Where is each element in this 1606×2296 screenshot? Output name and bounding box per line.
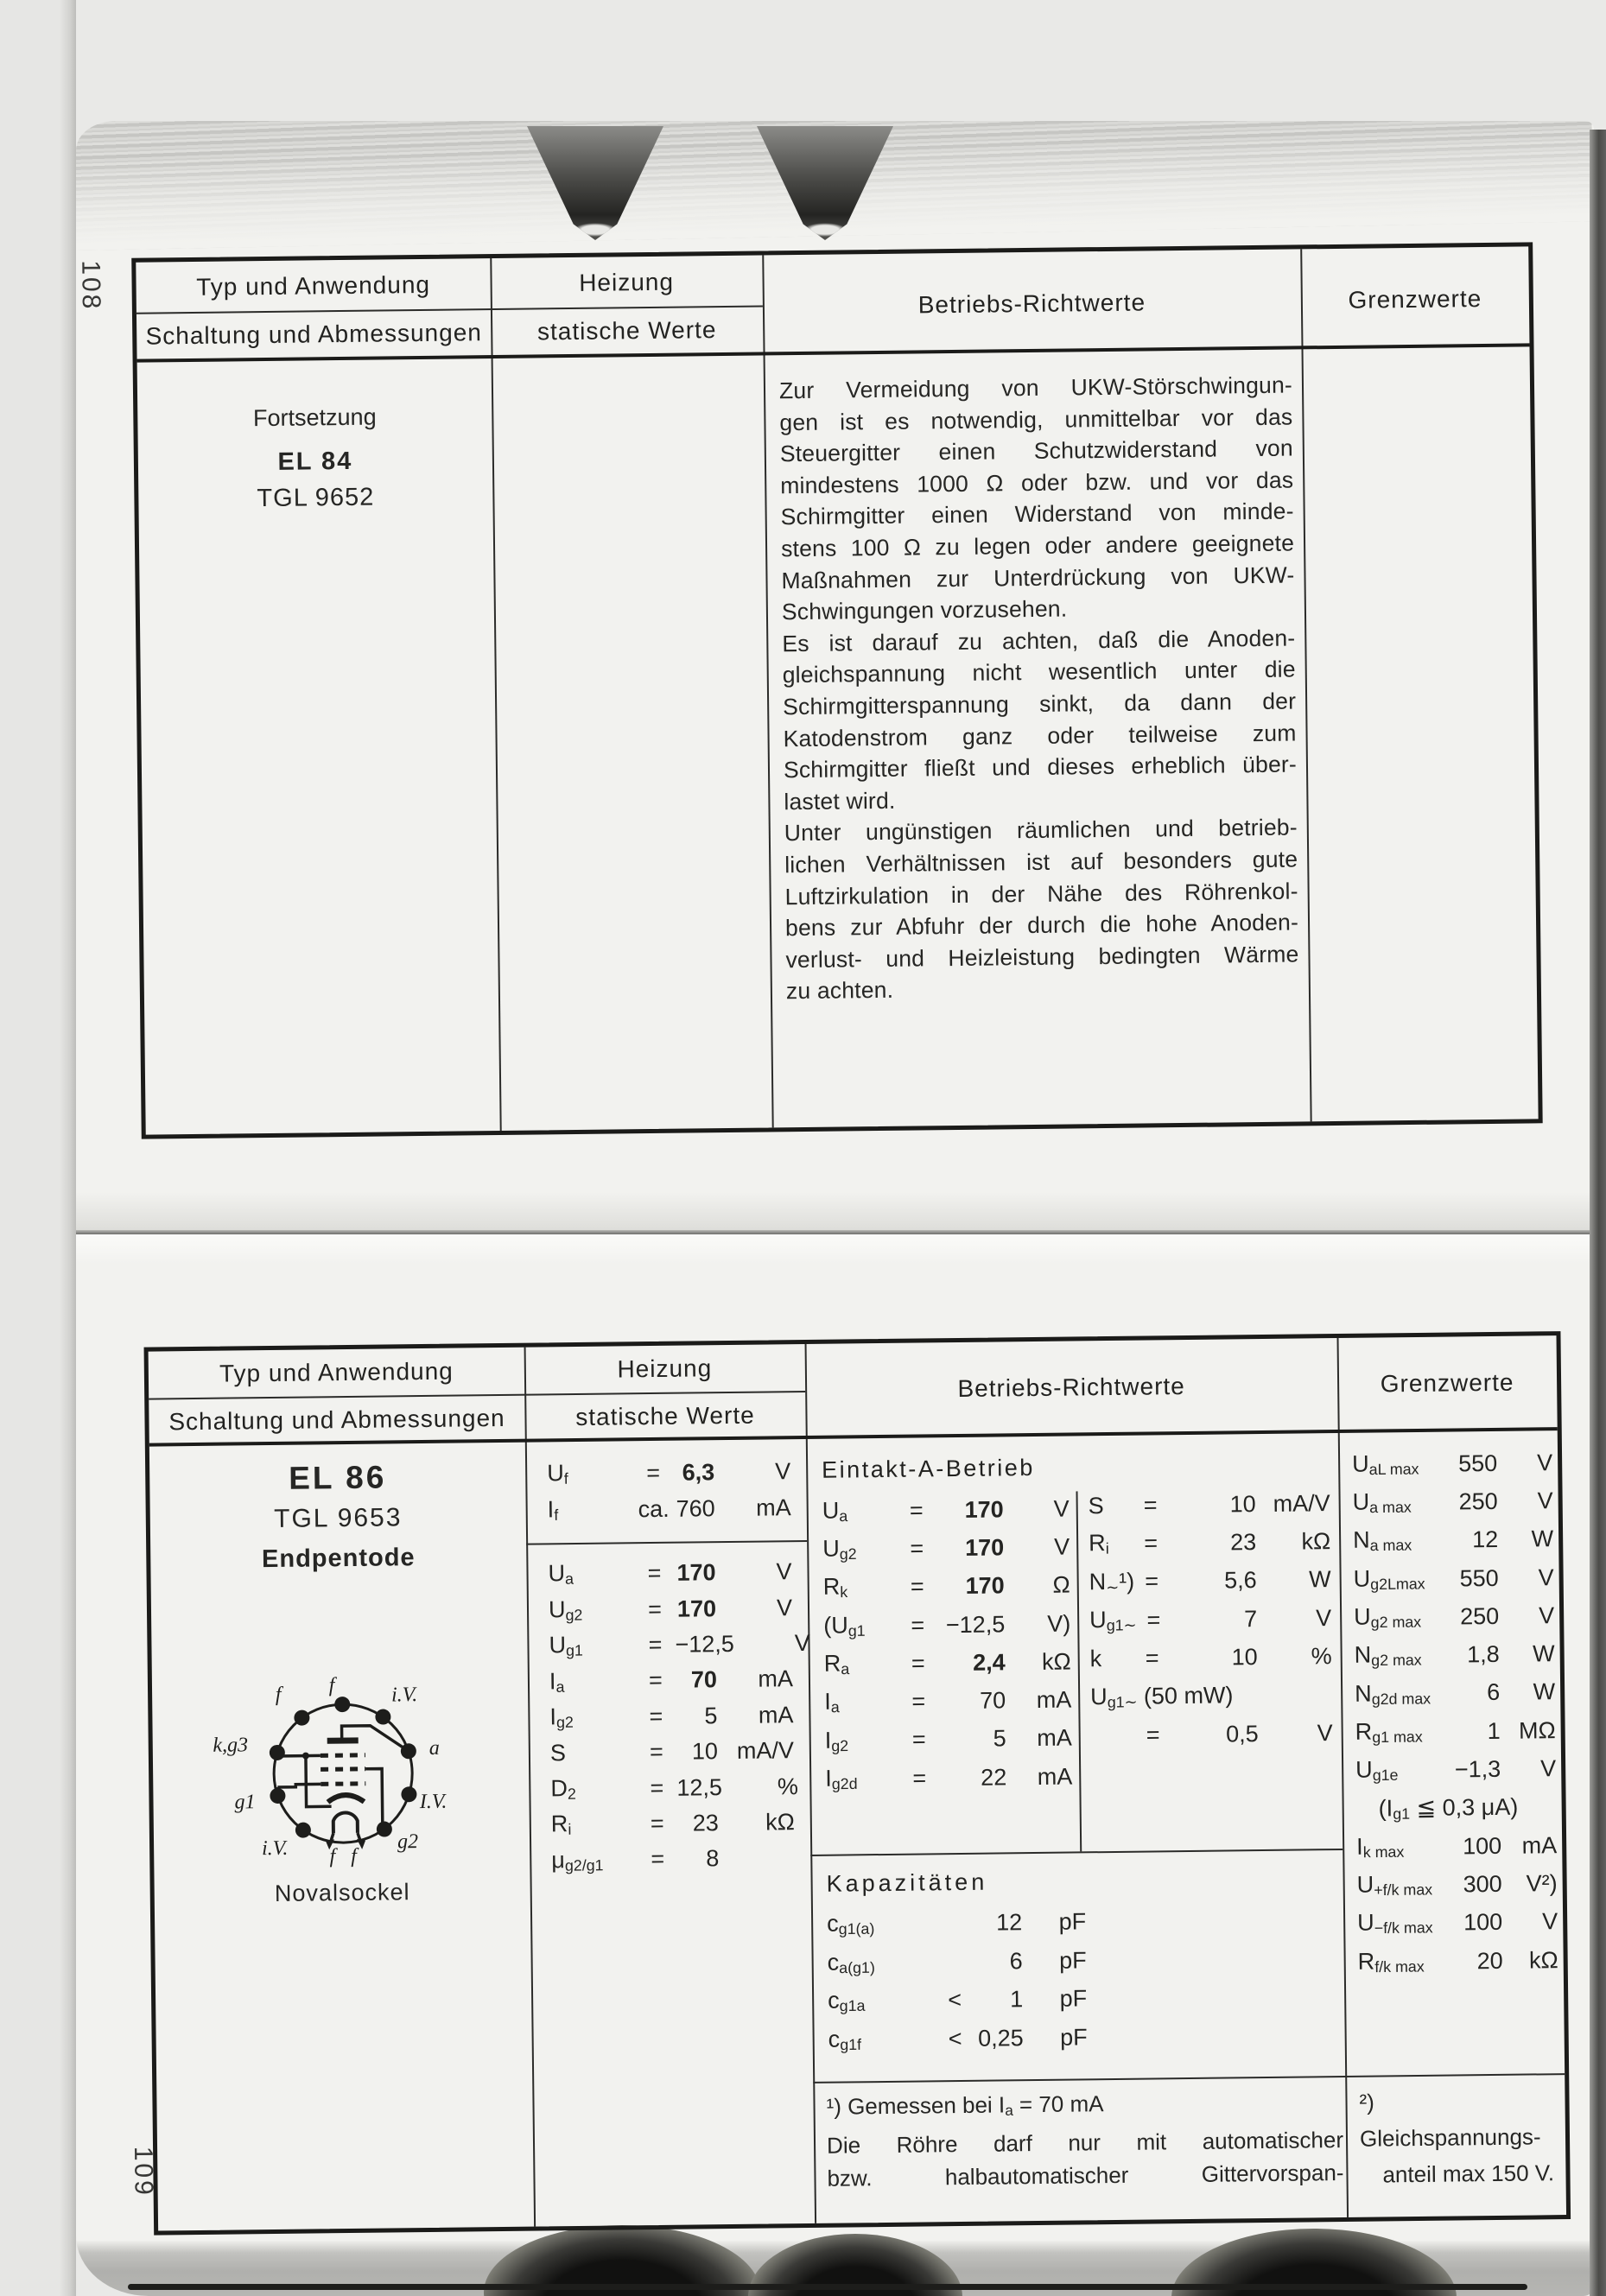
- spec-cell: $R_{g1 max}$: [1355, 1718, 1423, 1747]
- column-divider: [1300, 249, 1311, 1121]
- spec-cell: 6: [1486, 1679, 1501, 1706]
- header-betriebs-richtwerte: Betriebs-Richtwerte: [917, 289, 1146, 319]
- spec-cell: kΩ: [1528, 1946, 1558, 1974]
- spec-cell: =: [650, 1774, 664, 1801]
- standard-tgl9653: TGL 9653: [273, 1503, 403, 1533]
- spec-cell: 170: [676, 1595, 717, 1622]
- spec-cell: =: [1144, 1530, 1158, 1557]
- note-line: Unter ungünstigen räumlichen und betrieb-: [784, 814, 1298, 847]
- spec-cell: =: [648, 1631, 663, 1659]
- spec-cell: mA: [1036, 1686, 1072, 1714]
- operating-notes: [779, 370, 1299, 1008]
- spec-row: [551, 1840, 795, 1879]
- spec-cell: $I_{g2}$: [549, 1703, 574, 1731]
- spec-cell: =: [647, 1560, 662, 1587]
- spec-cell: mA: [758, 1665, 794, 1692]
- spec-cell: kΩ: [1301, 1528, 1331, 1555]
- spec-cell: =: [910, 1573, 924, 1600]
- note-line: Schirmgitter fließt und dieses erheblich über-: [783, 751, 1298, 783]
- spec-cell: =: [649, 1739, 663, 1766]
- spec-cell: $R_k$: [822, 1574, 848, 1601]
- spec-cell: pF: [1058, 1946, 1087, 1974]
- spec-cell: 1: [1009, 1986, 1024, 2013]
- spec-cell: W: [1533, 1640, 1555, 1667]
- footnote-divider: [813, 2073, 1565, 2084]
- spec-cell: V: [1053, 1495, 1070, 1522]
- note-line: Zur Vermeidung von UKW-Störschwingun-: [778, 371, 1293, 404]
- spec-cell: $U_{g1\sim}$: [1089, 1607, 1137, 1634]
- spec-cell: 5: [704, 1702, 718, 1729]
- spec-cell: k: [1089, 1646, 1102, 1672]
- spec-cell: $c_{g1a}$: [827, 1988, 866, 2015]
- spec-cell: mA: [756, 1494, 791, 1521]
- spec-cell: $c_{g1f}$: [828, 2026, 862, 2054]
- spec-row: [822, 1528, 1070, 1570]
- spec-cell: 5: [993, 1725, 1006, 1752]
- spec-cell: $N_{g2 max}$: [1354, 1641, 1422, 1670]
- note-line: Steuergitter einen Schutzwiderstand von: [779, 434, 1293, 467]
- spec-cell: $c_{a(g1)}$: [827, 1949, 875, 1976]
- tube-type-el84: EL 84: [277, 447, 353, 476]
- spec-row: [551, 1804, 795, 1843]
- spec-cell: =: [1145, 1645, 1159, 1671]
- spec-row: [1356, 1864, 1557, 1905]
- spec-cell: 20: [1476, 1947, 1503, 1974]
- header-subdivider: [149, 1391, 805, 1400]
- section-kapazitaeten: Kapazitäten: [826, 1868, 988, 1897]
- column-divider: [805, 1344, 817, 2223]
- pin-label-iv-right: I.V.: [419, 1790, 448, 1814]
- spec-cell: 550: [1457, 1449, 1498, 1477]
- betrieb-subcolumn-divider: [1076, 1491, 1082, 1851]
- tube-type-el86: EL 86: [289, 1459, 387, 1496]
- column-divider: [490, 258, 501, 1131]
- spec-cell: mA/V: [1273, 1489, 1330, 1517]
- spec-cell: $U_{g2}$: [548, 1595, 583, 1624]
- spec-row: [827, 1941, 1086, 1982]
- spec-cell: 250: [1458, 1487, 1498, 1515]
- spec-cell: $I_{k max}$: [1356, 1833, 1405, 1862]
- header-grenzwerte: Grenzwerte: [1348, 285, 1482, 314]
- note-line: gen ist es notwendig, unmittelbar vor das: [779, 403, 1293, 435]
- spec-cell: =: [648, 1667, 663, 1694]
- operating-values-right: [1088, 1484, 1333, 1755]
- spec-cell: W: [1531, 1525, 1554, 1552]
- spec-cell: V: [776, 1594, 793, 1621]
- spec-cell: mA: [758, 1701, 794, 1728]
- footnote-line: ¹) Gemessen bei $I_a = 70$ mA: [826, 2090, 1104, 2120]
- spec-row: [1088, 1484, 1330, 1525]
- spec-row: [828, 2018, 1087, 2059]
- spec-cell: V: [1317, 1720, 1333, 1747]
- spec-cell: $U_{g2Lmax}$: [1353, 1565, 1425, 1593]
- el86-data-table: [144, 1331, 1571, 2236]
- spec-cell: V): [1047, 1610, 1071, 1637]
- spec-cell: =: [647, 1595, 663, 1622]
- pin-label-anode: a: [428, 1736, 440, 1760]
- header-statische-werte: statische Werte: [536, 316, 717, 346]
- spec-row: [549, 1626, 810, 1665]
- spec-cell: V: [1536, 1449, 1553, 1476]
- heizung-static-divider: [526, 1540, 807, 1545]
- kapazitaeten-divider: [810, 1849, 1343, 1856]
- spec-row: [825, 1719, 1072, 1760]
- spec-cell: 6,3: [682, 1458, 715, 1486]
- pin-label-f-top: f: [328, 1674, 335, 1697]
- spec-cell: ca.: [638, 1495, 670, 1522]
- note-line: Schwingungen vorzusehen.: [781, 595, 1068, 625]
- spec-cell: $c_{g1(a)}$: [826, 1910, 875, 1938]
- spec-row: [1352, 1481, 1552, 1522]
- spec-cell: $U_{+f/k max}$: [1356, 1871, 1433, 1900]
- spec-row: [1357, 1941, 1558, 1982]
- spec-cell: [933, 1962, 976, 1963]
- el84-data-table: [131, 242, 1542, 1138]
- spec-cell: 170: [965, 1572, 1005, 1600]
- spec-row: [1089, 1638, 1331, 1679]
- spec-cell: $I_a$: [549, 1667, 565, 1696]
- spec-cell: $U_a$: [548, 1560, 574, 1589]
- pin-label-g2: g2: [397, 1830, 419, 1854]
- spec-row: [549, 1661, 793, 1700]
- spec-cell: =: [650, 1810, 664, 1836]
- spec-cell: mA: [1037, 1724, 1072, 1752]
- spec-cell: =: [909, 1497, 924, 1524]
- spec-row: [1089, 1522, 1330, 1563]
- spec-cell: 7: [1243, 1605, 1258, 1633]
- spec-row: [824, 1681, 1071, 1722]
- spec-cell: 8: [706, 1845, 720, 1872]
- spec-row: [824, 1643, 1071, 1684]
- spec-cell: $I_{g2}$: [824, 1727, 849, 1754]
- spec-cell: pF: [1059, 1985, 1088, 2012]
- spec-row: [1357, 1903, 1558, 1944]
- footnote-line: ²) Gleichspannungs-: [1359, 2089, 1541, 2152]
- spec-cell: <: [948, 2025, 962, 2052]
- note-line: lastet wird.: [784, 787, 896, 815]
- note-line: mindestens 1000 Ω oder bzw. und vor das: [780, 466, 1294, 499]
- spec-cell: $U_{g2 max}$: [1353, 1603, 1422, 1632]
- capacitance-values: [827, 1902, 1088, 2059]
- header-subdivider: [136, 305, 763, 314]
- spec-cell: 100: [1462, 1832, 1502, 1859]
- spec-cell: $I_f$: [547, 1496, 559, 1524]
- spec-cell: mA: [1521, 1831, 1558, 1859]
- spec-cell: V: [1541, 1908, 1558, 1935]
- spec-cell: =: [911, 1726, 926, 1754]
- spec-cell: $R_i$: [1089, 1530, 1109, 1557]
- spec-row: [1355, 1750, 1556, 1791]
- page-number-109: 109: [129, 2146, 158, 2198]
- note-line: stens 100 Ω zu legen oder andere geeignete: [780, 530, 1295, 562]
- spec-cell: ($U_{g1}$: [823, 1612, 866, 1640]
- spec-cell: 12: [995, 1909, 1023, 1936]
- spec-cell: V: [1054, 1533, 1070, 1560]
- spec-cell: 760: [676, 1494, 715, 1522]
- spec-cell: V: [1538, 1563, 1554, 1590]
- footnote-2: [1359, 2082, 1562, 2193]
- note-line: Schirmgitterspannung sinkt, da dann der: [783, 688, 1297, 720]
- note-line: Luftzirkulation in der Nähe des Röhrenkol-: [784, 877, 1298, 910]
- spec-cell: $U_{g1}$: [549, 1632, 583, 1659]
- header-schaltung-abmessungen: Schaltung und Abmessungen: [145, 319, 483, 350]
- tube-kind-endpentode: Endpentode: [261, 1544, 416, 1574]
- spec-cell: =: [910, 1535, 924, 1562]
- page-number-108: 108: [76, 260, 105, 312]
- header-typ-anwendung: Typ und Anwendung: [196, 270, 431, 301]
- header-typ-anwendung: Typ und Anwendung: [219, 1357, 454, 1387]
- spec-cell: 12,5: [676, 1773, 723, 1801]
- spec-cell: =: [1143, 1492, 1158, 1519]
- spec-row: [828, 1980, 1087, 2021]
- spec-cell: V: [794, 1629, 810, 1657]
- header-heizung: Heizung: [617, 1354, 713, 1383]
- note-line: Katodenstrom ganz oder teilweise zum: [783, 720, 1297, 752]
- heating-values: [547, 1453, 791, 1528]
- note-line: verlust- und Heizleistung bedingten Wärme: [785, 941, 1299, 973]
- spec-cell: mA/V: [736, 1737, 795, 1765]
- note-line: bens zur Abfuhr der durch die hohe Anoden-: [784, 909, 1299, 942]
- header-grenzwerte: Grenzwerte: [1380, 1368, 1514, 1398]
- spec-cell: pF: [1059, 2024, 1088, 2051]
- header-schaltung-abmessungen: Schaltung und Abmessungen: [168, 1404, 505, 1436]
- spec-row: [1353, 1520, 1553, 1561]
- spec-row: [1089, 1599, 1331, 1640]
- spec-cell: MΩ: [1518, 1716, 1556, 1744]
- pin-label-iv-topright: i.V.: [390, 1684, 418, 1707]
- spec-cell: 300: [1463, 1870, 1502, 1898]
- note-line: zu achten.: [785, 977, 894, 1005]
- spec-cell: $N_\sim^1$): [1089, 1568, 1135, 1596]
- spec-cell: =: [911, 1611, 925, 1639]
- socket-name: Novalsockel: [274, 1879, 410, 1906]
- footnote-line: bzw. halbautomatischer Gittervorspan-: [827, 2160, 1344, 2192]
- spec-cell: 1: [1487, 1717, 1501, 1744]
- spec-cell: %: [777, 1773, 799, 1799]
- spec-cell: 170: [964, 1534, 1005, 1561]
- spec-cell: W: [1533, 1678, 1556, 1705]
- note-line: Es ist darauf zu achten, daß die Anoden-: [782, 625, 1296, 656]
- spec-row: [549, 1697, 793, 1736]
- spec-cell: $U_{g1e}$: [1355, 1756, 1399, 1785]
- spec-cell: 2,4: [973, 1649, 1006, 1676]
- pin-label-kg3: k,g3: [213, 1734, 249, 1757]
- spec-cell: 70: [690, 1666, 718, 1693]
- spec-cell: =: [912, 1765, 927, 1792]
- spec-cell: V: [1539, 1755, 1557, 1782]
- spec-cell: 22: [981, 1764, 1007, 1791]
- spec-cell: S: [1088, 1492, 1104, 1519]
- spec-cell: Ω: [1052, 1571, 1070, 1598]
- note-line: gleichspannung nicht wesentlich unter die: [782, 656, 1296, 688]
- spec-cell: 5,6: [1223, 1567, 1257, 1594]
- spec-cell: 170: [676, 1559, 716, 1586]
- static-values: [548, 1554, 810, 1879]
- note-line: Maßnahmen zur Unterdrückung von UKW-: [781, 561, 1295, 593]
- spec-cell: =: [911, 1650, 925, 1677]
- spec-cell: =: [646, 1459, 661, 1486]
- spec-cell: =: [651, 1846, 665, 1873]
- spec-cell: S: [549, 1740, 567, 1766]
- spec-cell: $U_{-f/k max}$: [1357, 1909, 1433, 1938]
- spec-row: [1354, 1635, 1554, 1676]
- spec-cell: 250: [1459, 1602, 1500, 1630]
- spec-cell: $D_2$: [550, 1774, 576, 1803]
- spec-row: [823, 1604, 1070, 1646]
- spec-cell: 0,25: [977, 2025, 1024, 2052]
- spec-cell: =: [1146, 1722, 1160, 1748]
- spec-cell: $U_{a max}$: [1352, 1488, 1412, 1517]
- pin-label-f-topleft: f: [275, 1683, 282, 1706]
- spec-cell: $R_{f/k max}$: [1357, 1948, 1425, 1976]
- spec-cell: 100: [1463, 1909, 1503, 1936]
- spec-cell: $U_f$: [547, 1459, 568, 1487]
- spec-row: [549, 1590, 792, 1629]
- section-eintakt-a-betrieb: Eintakt-A-Betrieb: [822, 1454, 1035, 1483]
- spec-row: [550, 1733, 794, 1772]
- spec-row: [822, 1490, 1069, 1532]
- spec-row: [822, 1566, 1070, 1608]
- spec-cell: 6: [1009, 1947, 1023, 1974]
- spec-cell: $U_{g2}$: [822, 1535, 857, 1563]
- spec-cell: $R_a$: [823, 1650, 850, 1678]
- spec-cell: $U_a$: [822, 1497, 848, 1525]
- spec-row: [550, 1769, 799, 1808]
- footnote-line: anteil max 150 V.: [1382, 2160, 1555, 2188]
- spec-cell: V: [1315, 1604, 1332, 1632]
- standard-tgl9652: TGL 9652: [257, 483, 375, 513]
- spec-cell: W: [1309, 1566, 1331, 1593]
- spec-cell: kΩ: [765, 1809, 795, 1836]
- spec-row: [1355, 1673, 1555, 1714]
- spec-cell: [1091, 1735, 1136, 1736]
- spec-row: [825, 1758, 1072, 1799]
- spec-row: [1353, 1558, 1553, 1599]
- spec-cell: 10: [1229, 1490, 1256, 1518]
- spec-row: [1354, 1596, 1554, 1637]
- pin-label-heater: f f: [329, 1844, 363, 1868]
- spec-row: [1356, 1826, 1557, 1867]
- header-statische-werte: statische Werte: [575, 1401, 755, 1431]
- spec-cell: 10: [1231, 1644, 1258, 1671]
- spec-cell: V: [775, 1457, 791, 1484]
- spec-cell: −12,5: [945, 1610, 1006, 1638]
- spec-cell: V: [1537, 1487, 1553, 1514]
- spec-cell: $I_a$: [824, 1689, 840, 1716]
- spec-cell: 170: [964, 1496, 1004, 1523]
- spec-row: [1089, 1561, 1330, 1602]
- spec-row: [1090, 1714, 1332, 1755]
- spec-cell: 550: [1459, 1564, 1499, 1591]
- spec-cell: −12,5: [675, 1630, 734, 1658]
- spec-cell: 1,8: [1466, 1641, 1500, 1668]
- spec-cell: V: [776, 1558, 792, 1585]
- spec-cell: V: [1538, 1601, 1555, 1629]
- header-betriebs-richtwerte: Betriebs-Richtwerte: [957, 1373, 1185, 1402]
- note-line: Schirmgitter einen Widerstand von minde-: [780, 498, 1294, 530]
- pin-label-iv-bottomleft: i.V.: [261, 1836, 289, 1861]
- spec-cell: $I_{g2d}$: [825, 1765, 858, 1793]
- continuation-label: Fortsetzung: [252, 403, 377, 432]
- spec-cell: 0,5: [1225, 1721, 1259, 1747]
- spec-cell: mA: [1037, 1763, 1073, 1790]
- column-divider: [524, 1348, 536, 2227]
- spec-cell: kΩ: [1041, 1648, 1071, 1675]
- footnote-1: [826, 2084, 1343, 2196]
- header-heizung: Heizung: [579, 268, 675, 296]
- spec-cell: 23: [1229, 1529, 1257, 1556]
- spec-cell: −1,3: [1454, 1755, 1501, 1783]
- noval-socket-diagram: [204, 1656, 466, 1871]
- spec-cell: =: [649, 1703, 663, 1729]
- spec-cell: =: [911, 1688, 926, 1715]
- operating-values-left: [822, 1490, 1072, 1799]
- limit-values: [1352, 1443, 1558, 1982]
- spec-cell: pF: [1058, 1908, 1087, 1935]
- spec-cell: $\mu_{g2/g1}$: [551, 1846, 604, 1874]
- pin-label-g1: g1: [234, 1791, 256, 1814]
- spec-row: [1352, 1443, 1552, 1484]
- spec-cell: [719, 1858, 795, 1859]
- spec-row: [547, 1489, 790, 1528]
- spec-cell: $U_{aL max}$: [1351, 1450, 1419, 1479]
- spec-cell: $N_{g2d max}$: [1355, 1680, 1431, 1708]
- spec-row: [1355, 1711, 1555, 1752]
- spec-cell: V²): [1526, 1870, 1558, 1897]
- spec-row: $U_{g1\sim}$ (50 mW): [1090, 1682, 1234, 1711]
- spec-row: [827, 1902, 1086, 1944]
- spec-cell: 70: [980, 1687, 1006, 1714]
- spec-cell: $N_{a max}$: [1352, 1527, 1412, 1555]
- note-line: lichen Verhältnissen ist auf besonders gute: [784, 846, 1298, 878]
- spec-cell: 10: [691, 1738, 719, 1765]
- spec-row: [547, 1453, 790, 1492]
- spec-cell: =: [1145, 1568, 1159, 1595]
- spec-cell: <: [948, 1987, 962, 2014]
- spec-cell: %: [1311, 1643, 1332, 1670]
- spec-cell: [932, 1923, 975, 1924]
- spec-cell: 23: [692, 1810, 719, 1836]
- spec-cell: =: [1146, 1607, 1161, 1633]
- column-divider: [762, 255, 773, 1127]
- spec-cell: $R_i$: [550, 1811, 572, 1838]
- spec-row: ($I_{g1}$ ≦ 0,3 μA): [1378, 1793, 1519, 1823]
- spec-cell: 12: [1471, 1526, 1499, 1553]
- spec-row: [548, 1554, 791, 1593]
- footnote-line: Die Röhre darf nur mit automatischer: [826, 2126, 1344, 2159]
